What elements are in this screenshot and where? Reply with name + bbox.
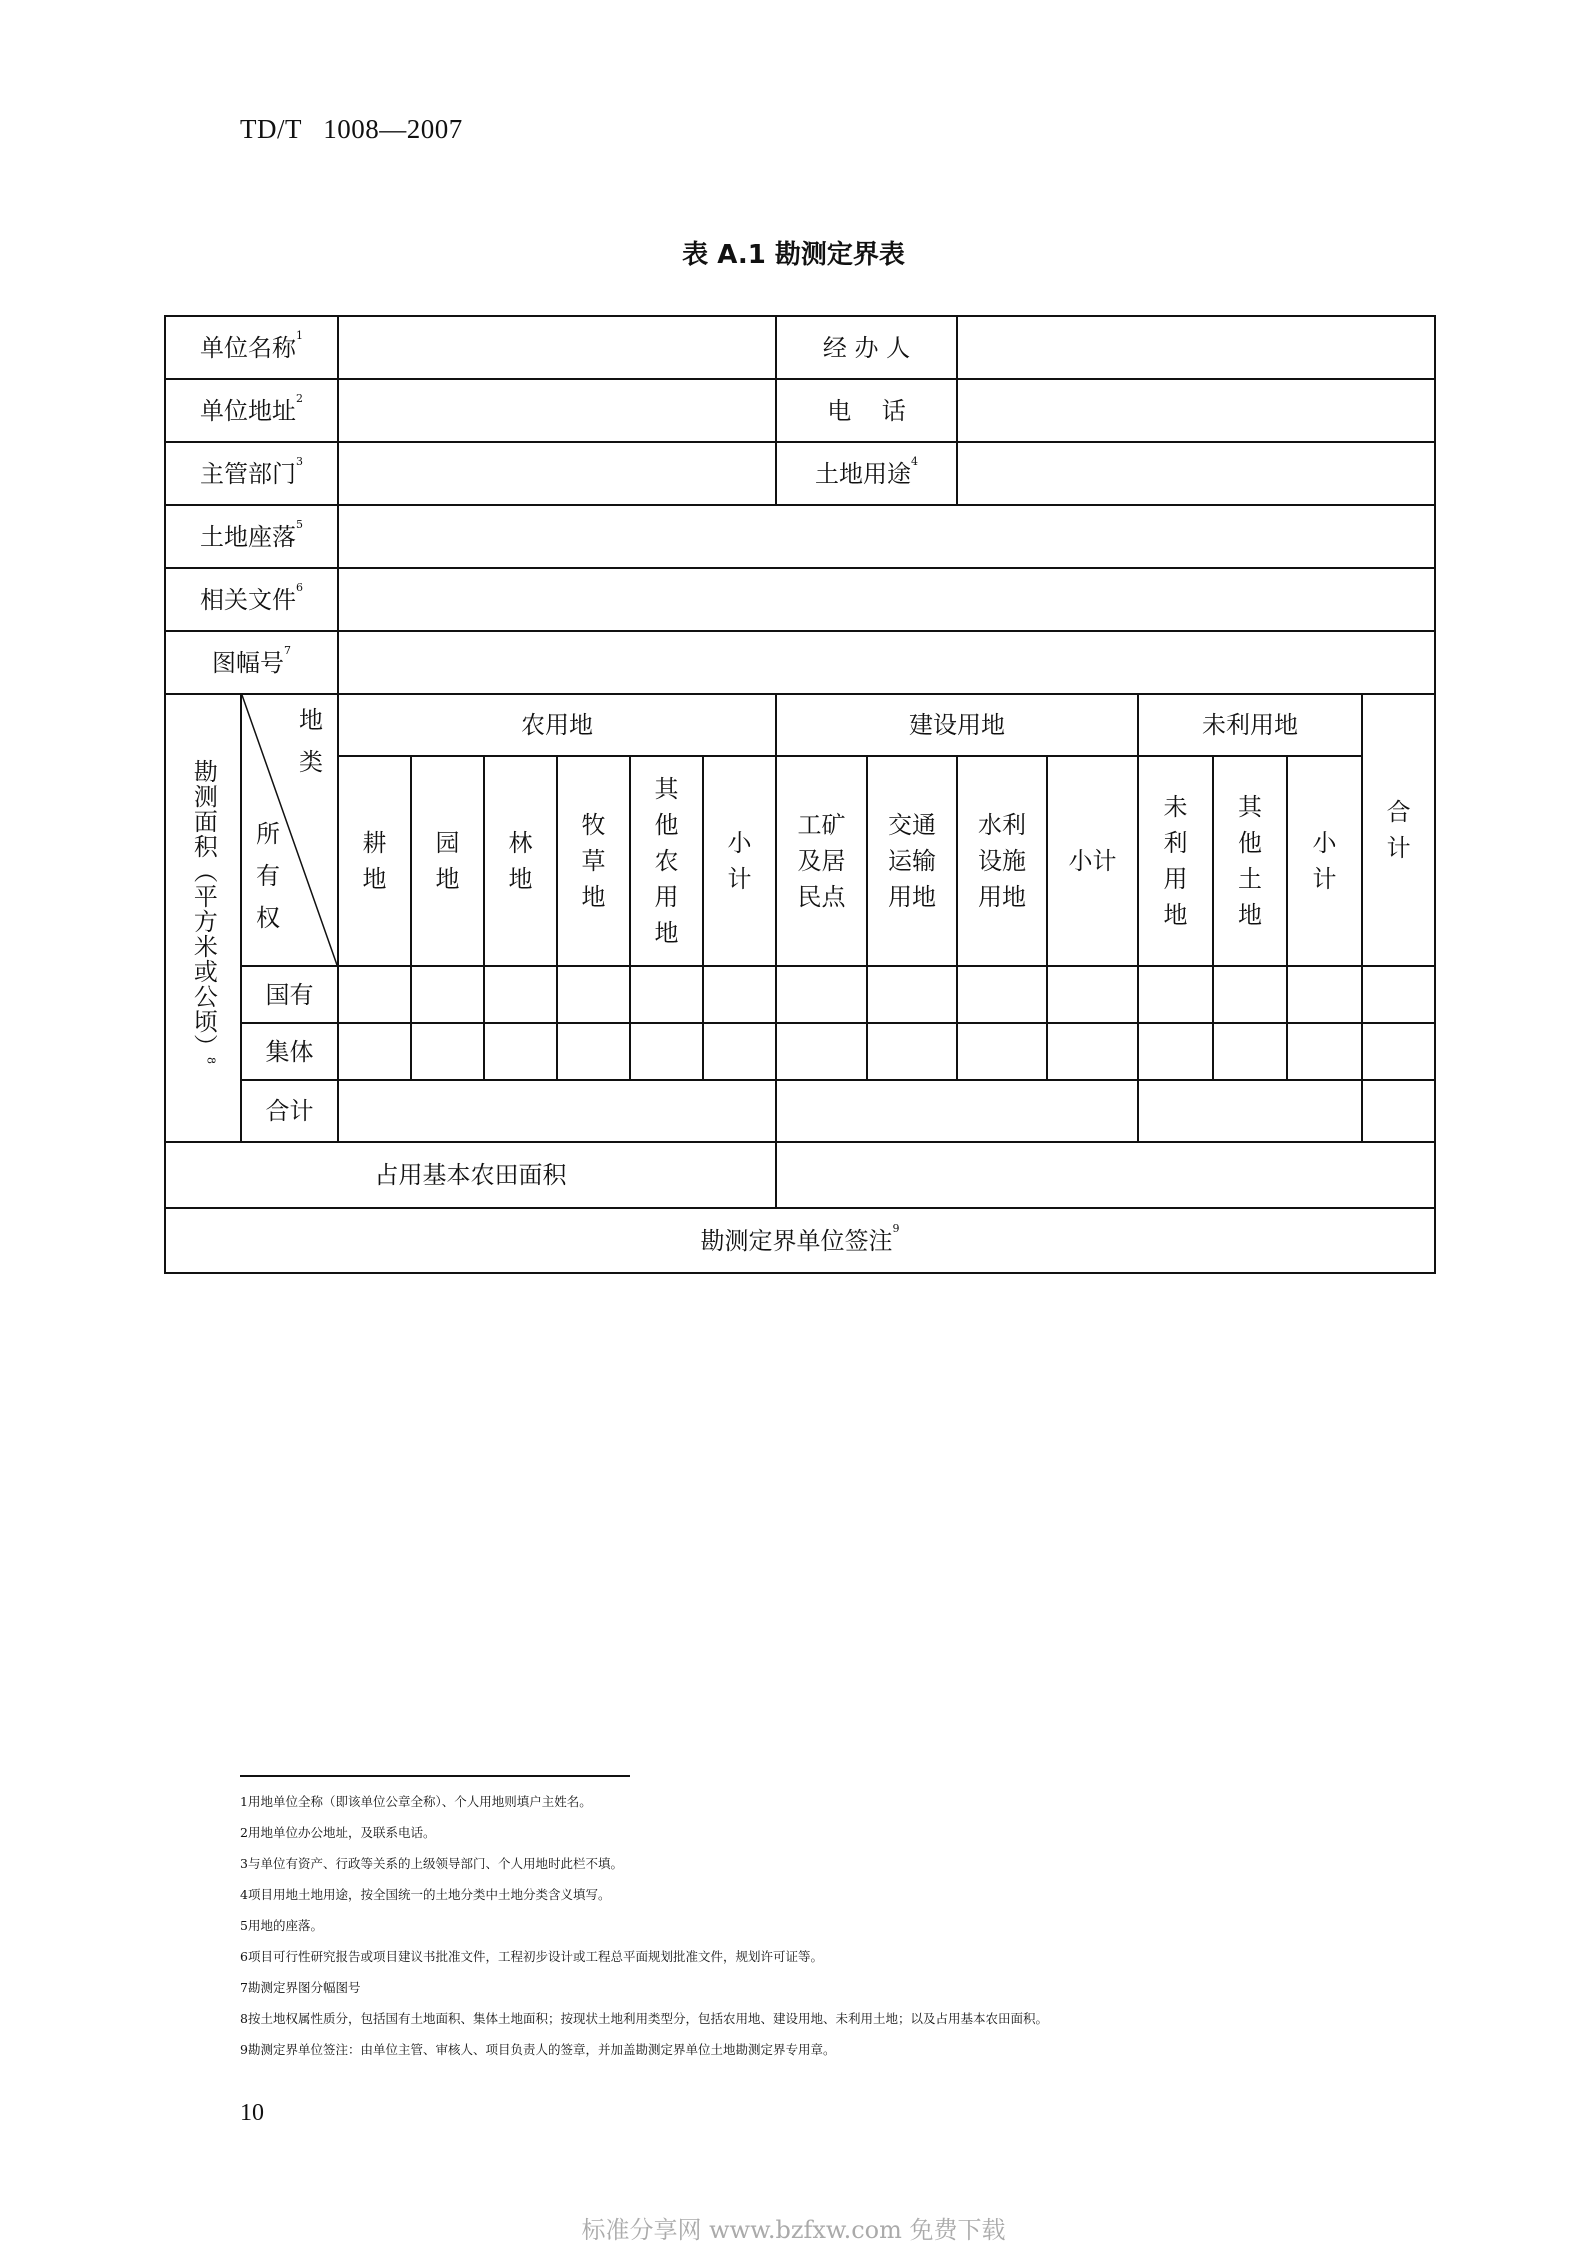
cell-input[interactable] — [776, 1023, 867, 1080]
footnote: 5用地的座落。 — [240, 1918, 323, 1933]
agri-total-value[interactable] — [338, 1080, 776, 1142]
cell-input[interactable] — [957, 1023, 1047, 1080]
cell-input[interactable] — [867, 1023, 957, 1080]
survey-boundary-table — [164, 315, 1436, 1274]
footnotes — [240, 1786, 1390, 2065]
watermark: 标准分享网 www.bzfxw.com 免费下载 — [581, 2216, 1006, 2244]
contact-person-label: 经 办 人 — [776, 316, 957, 379]
cell-input[interactable] — [867, 966, 957, 1023]
standard-code: TD/T 1008—2007 — [240, 114, 463, 144]
basic-farmland-value[interactable] — [776, 1142, 1435, 1208]
cell-input[interactable] — [1287, 966, 1362, 1023]
footnote: 9勘测定界单位签注：由单位主管、审核人、项目负责人的签章，并加盖勘测定界单位土地勘测定界专用章。 — [240, 2042, 836, 2057]
cell-input[interactable] — [1362, 966, 1435, 1023]
cell-input[interactable] — [557, 966, 630, 1023]
sheet-number-label: 图幅号$^7$ — [165, 631, 338, 694]
footnote: 4项目用地土地用途，按全国统一的土地分类中土地分类含义填写。 — [240, 1887, 611, 1902]
cell-input[interactable] — [1138, 966, 1213, 1023]
unit-name-value[interactable] — [338, 316, 776, 379]
cell-input[interactable] — [957, 966, 1047, 1023]
table-title: 表 A.1 勘测定界表 — [682, 240, 905, 270]
competent-dept-value[interactable] — [338, 442, 776, 505]
col-construction-subtotal: 小计 — [1047, 756, 1138, 966]
col-cultivated: 耕 地 — [338, 756, 411, 966]
footnote: 8按土地权属性质分，包括国有土地面积、集体土地面积；按现状土地利用类型分，包括农用地、建设用地、未利用土地；以及占用基本农田面积。 — [240, 2011, 1048, 2026]
land-location-label: 土地座落$^5$ — [165, 505, 338, 568]
ownership-label: 所 有 权 — [256, 820, 280, 932]
row-state-owned — [165, 966, 1435, 1023]
row-collective-label: 集体 — [241, 1023, 338, 1080]
phone-value[interactable] — [957, 379, 1435, 442]
sheet-number-value[interactable] — [338, 631, 1435, 694]
land-class-label: 地 类 — [299, 706, 323, 776]
col-forest: 林 地 — [484, 756, 557, 966]
cell-input[interactable] — [484, 966, 557, 1023]
footnote: 6项目可行性研究报告或项目建议书批准文件，工程初步设计或工程总平面规划批准文件，规划许可证等。 — [240, 1949, 823, 1964]
col-other-agri: 其 他 农 用 地 — [630, 756, 703, 966]
cell-input[interactable] — [1287, 1023, 1362, 1080]
col-garden: 园 地 — [411, 756, 484, 966]
unit-address-label: 单位地址$^2$ — [165, 379, 338, 442]
cell-input[interactable] — [1138, 1023, 1213, 1080]
cell-input[interactable] — [484, 1023, 557, 1080]
cell-input[interactable] — [1047, 966, 1138, 1023]
related-docs-label: 相关文件$^6$ — [165, 568, 338, 631]
row-collective — [165, 1023, 1435, 1080]
row-total-label: 合计 — [241, 1080, 338, 1142]
land-use-label: 土地用途$^4$ — [776, 442, 957, 505]
grand-total-value[interactable] — [1362, 1080, 1435, 1142]
cell-input[interactable] — [411, 1023, 484, 1080]
row-total — [165, 1080, 1435, 1142]
cell-input[interactable] — [776, 966, 867, 1023]
cell-input[interactable] — [1213, 966, 1287, 1023]
competent-dept-label: 主管部门$^3$ — [165, 442, 338, 505]
contact-person-value[interactable] — [957, 316, 1435, 379]
col-other-land: 其 他 土 地 — [1213, 756, 1287, 966]
cell-input[interactable] — [703, 1023, 776, 1080]
cell-input[interactable] — [1362, 1023, 1435, 1080]
col-mining-residential: 工矿 及居 民点 — [776, 756, 867, 966]
cell-input[interactable] — [630, 966, 703, 1023]
related-docs-value[interactable] — [338, 568, 1435, 631]
col-pasture: 牧 草 地 — [557, 756, 630, 966]
cell-input[interactable] — [1047, 1023, 1138, 1080]
unused-land-group: 未利用地 — [1138, 694, 1362, 756]
unit-name-label: 单位名称$^1$ — [165, 316, 338, 379]
land-use-value[interactable] — [957, 442, 1435, 505]
grand-total-header: 合 计 — [1362, 694, 1435, 966]
col-transport: 交通 运输 用地 — [867, 756, 957, 966]
col-water-facility: 水利 设施 用地 — [957, 756, 1047, 966]
footnote-divider — [240, 1775, 630, 1777]
unused-total-value[interactable] — [1138, 1080, 1362, 1142]
cell-input[interactable] — [338, 1023, 411, 1080]
cell-input[interactable] — [557, 1023, 630, 1080]
diagonal-header-cell — [241, 694, 338, 966]
land-location-value[interactable] — [338, 505, 1435, 568]
footnote: 7勘测定界图分幅图号 — [240, 1980, 361, 1995]
basic-farmland-label: 占用基本农田面积 — [165, 1142, 776, 1208]
construction-total-value[interactable] — [776, 1080, 1138, 1142]
cell-input[interactable] — [1213, 1023, 1287, 1080]
footnote: 1用地单位全称（即该单位公章全称）、个人用地则填户主姓名。 — [240, 1794, 592, 1809]
col-agri-subtotal: 小 计 — [703, 756, 776, 966]
phone-label: 电 话 — [776, 379, 957, 442]
construction-land-group: 建设用地 — [776, 694, 1138, 756]
cell-input[interactable] — [338, 966, 411, 1023]
unit-address-value[interactable] — [338, 379, 776, 442]
agri-land-group: 农用地 — [338, 694, 776, 756]
survey-area-label: 勘测面积（平方米或公顷）$^8$ — [165, 694, 241, 1142]
page-number: 10 — [240, 2100, 264, 2126]
cell-input[interactable] — [703, 966, 776, 1023]
cell-input[interactable] — [411, 966, 484, 1023]
col-unused-land: 未 利 用 地 — [1138, 756, 1213, 966]
footnote: 2用地单位办公地址，及联系电话。 — [240, 1825, 436, 1840]
footnote: 3与单位有资产、行政等关系的上级领导部门、个人用地时此栏不填。 — [240, 1856, 623, 1871]
cell-input[interactable] — [630, 1023, 703, 1080]
signature-label: 勘测定界单位签注$^9$ — [165, 1208, 1435, 1273]
col-unused-subtotal: 小 计 — [1287, 756, 1362, 966]
row-state-label: 国有 — [241, 966, 338, 1023]
